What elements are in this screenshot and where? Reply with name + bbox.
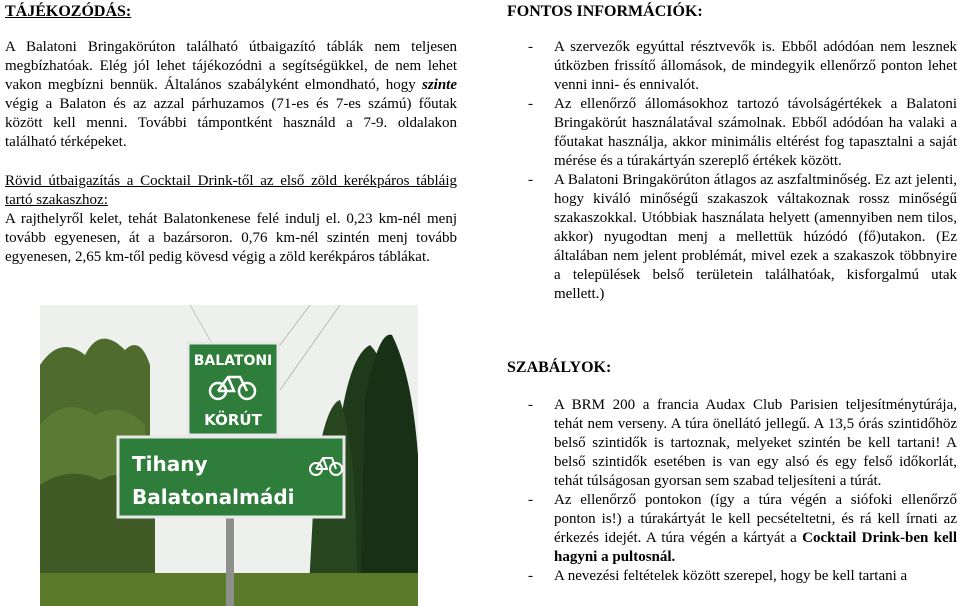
sign-bottom-line2: Balatonalmádi bbox=[132, 485, 295, 509]
orientation-emphasis: szinte bbox=[421, 77, 457, 93]
sign-bottom-line1: Tihany bbox=[132, 452, 208, 476]
rule-item-2 bbox=[507, 491, 957, 567]
info-item-3 bbox=[507, 171, 957, 304]
rule-item-1 bbox=[507, 396, 957, 491]
section-heading-orientation: TÁJÉKOZÓDÁS: bbox=[5, 3, 132, 20]
sign-top-line1: BALATONI bbox=[193, 353, 273, 369]
directions-subheading: Rövid útbaigazítás a Cocktail Drink-től az első zöld kerékpáros tábláig tartó szakaszhoz: bbox=[5, 173, 457, 208]
rule-item-3 bbox=[507, 567, 957, 586]
info-item-1 bbox=[507, 38, 957, 95]
orientation-text-1: A Balatoni Bringakörúton található útbaigazító táblák nem teljesen megbízhatóak. Elég jól lehet tájékozódni a segítségükkel, de nem lehet vakon megbízni bennük. Általános szabályként elmondható, hogy bbox=[5, 39, 457, 93]
info-item-2 bbox=[507, 95, 957, 171]
rule-item-bold: Cocktail Drink-ben kell hagyni a pultosnál. bbox=[554, 530, 958, 565]
orientation-text-2: végig a Balaton és az azzal párhuzamos (71-es és 7-es számú) főutak között kell menni. További támpontként használd a 7-9. oldalakon található térképeket. bbox=[5, 96, 457, 150]
orientation-paragraph bbox=[5, 38, 457, 152]
directions-paragraph bbox=[5, 172, 457, 267]
info-item-text: A Balatoni Bringakörúton átlagos az aszfaltminőség. Ez azt jelenti, hogy kiváló minőségű szakaszok váltakoznak rossz minőségű szakaszokkal. Utóbbiak használata helyett (amennyiben nem tilos, akkor) nyugodtan menj a mellettük húzódó (fő)utakon. (Ez általában nem jelent problémát, mivel ezek a szakaszok többnyire a települések belső területein találhatóak, kisforgalmú utak mellett.) bbox=[554, 172, 957, 302]
important-info-list bbox=[507, 38, 957, 304]
rule-item-text: Az ellenőrző pontokon (így a túra végén a siófoki ellenőrző ponton is!) a túrakártyát le kell pecsételtetni, és rá kell írnati az érkezés idejét. A túra végén a kártyát a bbox=[554, 492, 957, 546]
section-heading-rules: SZABÁLYOK: bbox=[507, 359, 612, 376]
directions-text: A rajthelyről kelet, tehát Balatonkenese felé indulj el. 0,23 km-nél menj tovább egyenesen, át a bazársoron. 0,76 km-nél szintén menj tovább egyenesen, 2,65 km-től pedig kövesd végig a zöld kerékpáros táblákat. bbox=[5, 211, 457, 265]
rule-item-text: A nevezési feltételek között szerepel, hogy be kell tartani a bbox=[554, 568, 908, 584]
bike-route-sign-photo bbox=[40, 305, 418, 606]
info-item-text: A szervezők egyúttal résztvevők is. Ebből adódóan nem lesznek útközben frissítő állomások, de mindegyik ellenőrző ponton lehet venni inni- és ennivalót. bbox=[554, 39, 957, 93]
list-dash: - bbox=[528, 39, 533, 55]
list-dash: - bbox=[528, 172, 533, 188]
info-item-text: Az ellenőrző állomásokhoz tartozó távolságértékek a Balatoni Bringakörút használatával számolnak. Ebből adódóan ha valaki a főutakat használja, akkor minimális eltérést fog tapasztalni a saját mérése és a túrakártyán szereplő értékek között. bbox=[554, 96, 957, 169]
list-dash: - bbox=[528, 568, 533, 584]
sign-top-line2: KÖRÚT bbox=[204, 411, 262, 429]
section-heading-important-info: FONTOS INFORMÁCIÓK: bbox=[507, 3, 703, 20]
list-dash: - bbox=[528, 96, 533, 112]
rule-item-text: A BRM 200 a francia Audax Club Parisien teljesítménytúrája, tehát nem verseny. A túra önellátó jellegű. A 13,5 órás szintidőhöz belső szintidők is tartoznak, melyeket szintén be kell tartani! A belső szintidők esetében is van egy alsó és egy felső időkorlát, tehát túlságosan gyorsan sem szabad teljesíteni a túrát. bbox=[554, 397, 957, 489]
list-dash: - bbox=[528, 492, 533, 508]
rules-list bbox=[507, 396, 957, 586]
list-dash: - bbox=[528, 397, 533, 413]
